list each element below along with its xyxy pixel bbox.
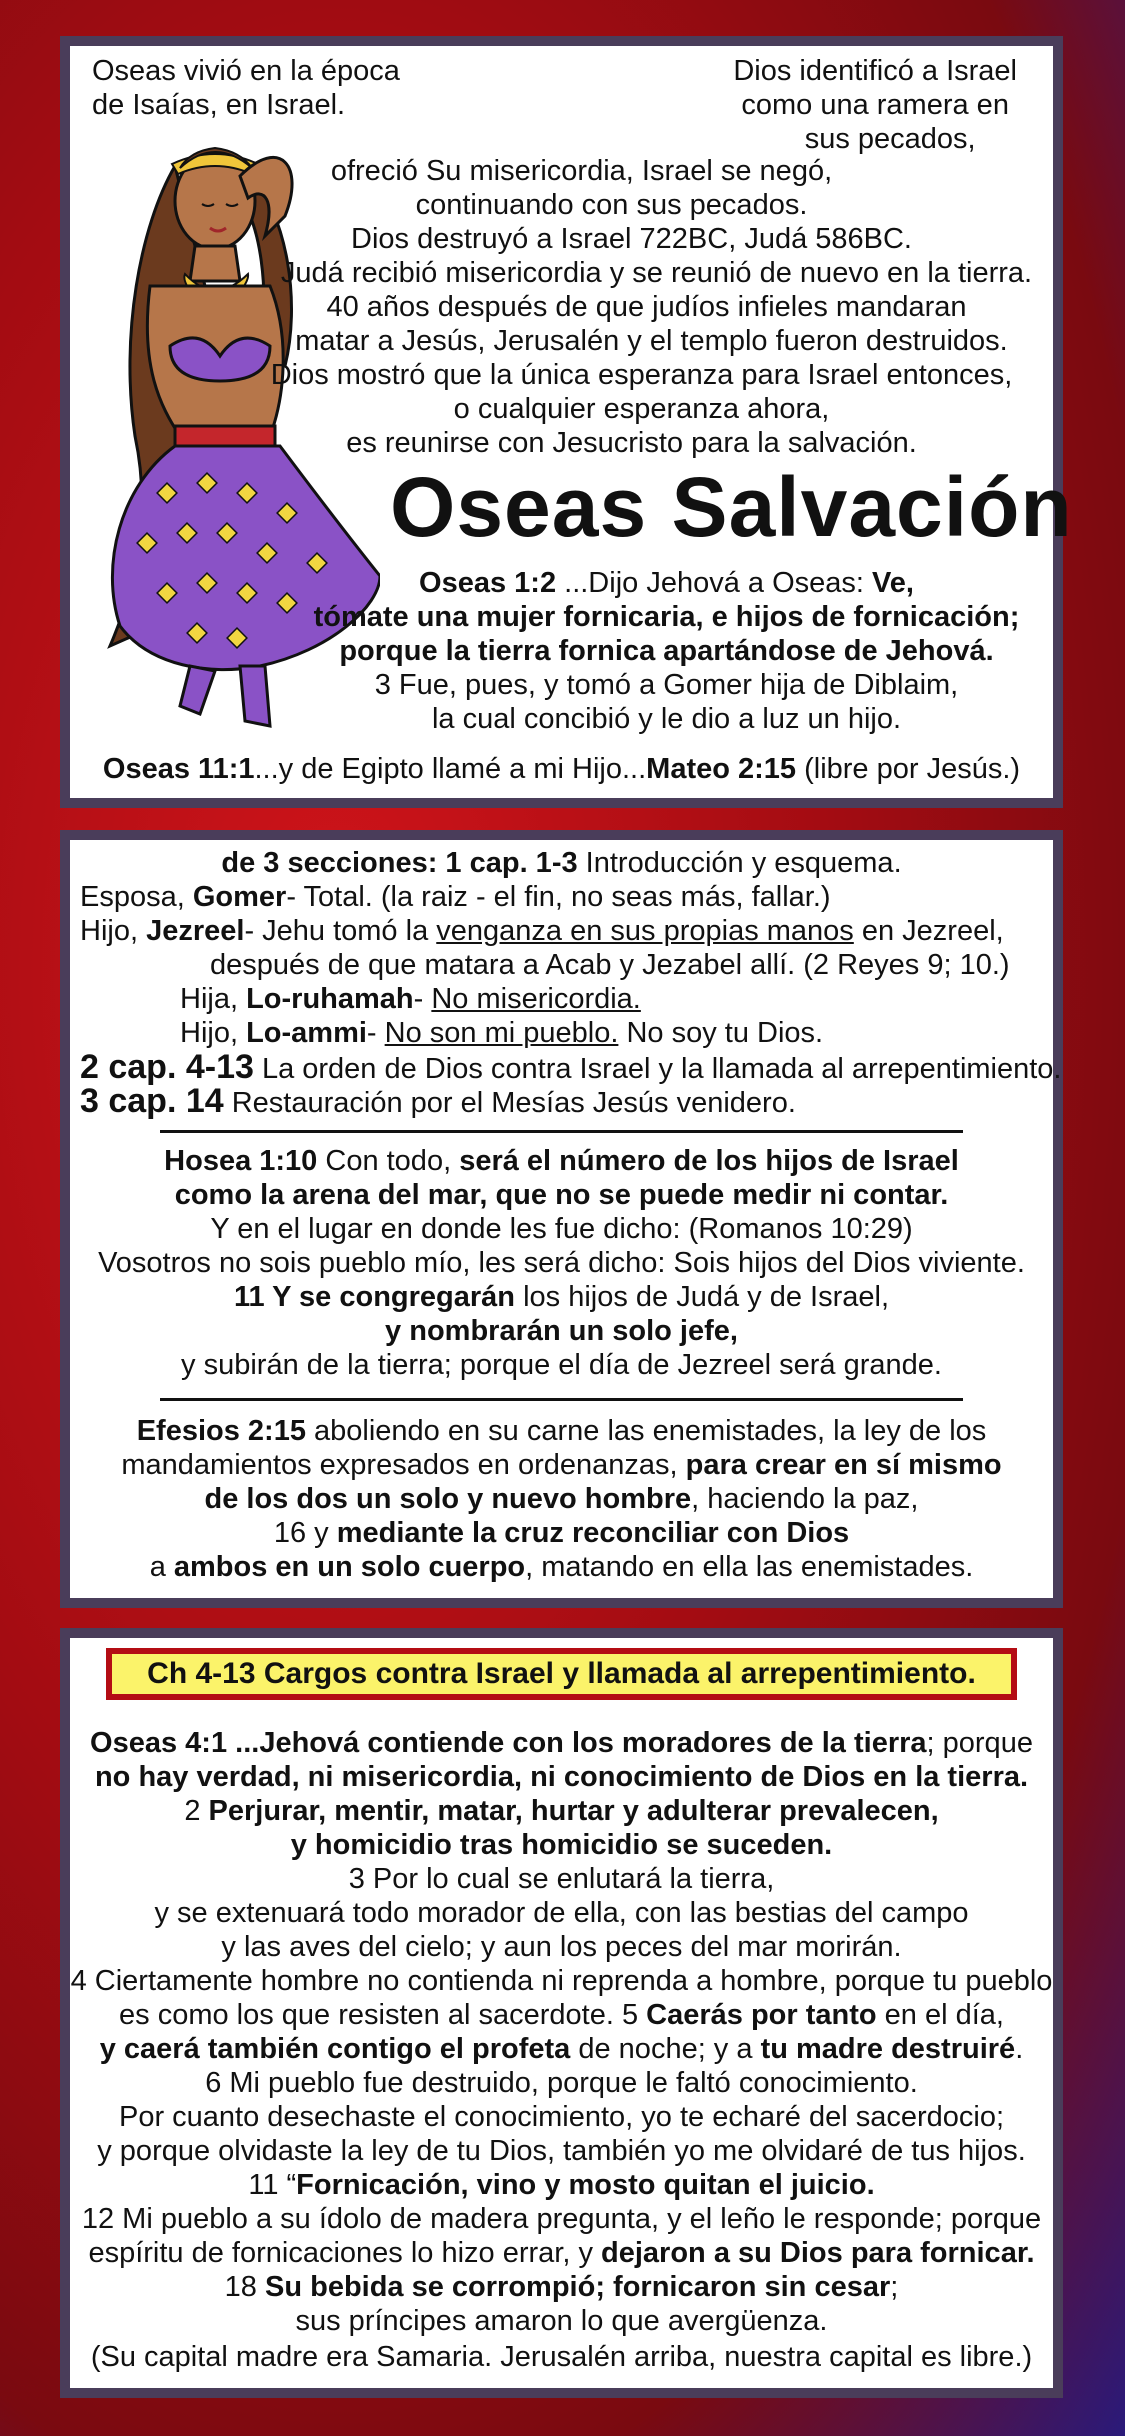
capital-note: (Su capital madre era Samaria. Jerusalén arriba, nuestra capital es libre.)	[90, 2341, 1033, 2373]
chapter-banner: Ch 4-13 Cargos contra Israel y llamada al arrepentimiento.	[106, 1648, 1017, 1700]
top-right-note: Dios identificó a Israel como una ramera en sus pecados,	[733, 55, 1017, 155]
sections-heading: de 3 secciones: 1 cap. 1-3 Introducción y esquema.	[221, 847, 902, 879]
oseas-11-1-footer: Oseas 11:1...y de Egipto llamé a mi Hijo...Mateo 2:15 (libre por Jesús.)	[102, 753, 1021, 785]
divider	[160, 1130, 963, 1133]
efesios-2-15-verse: Efesios 2:15 aboliendo en su carne las enemistades, la ley de los mandamientos expresados en ordenanzas, para crear en sí mismo de los dos un solo y nuevo hombre, haciendo la paz, 16 y mediante la cruz reconciliar con Dios a ambos en un solo cuerpo, matando en ella las enemistades.	[121, 1415, 1002, 1583]
oseas-4-verses: Oseas 4:1 ...Jehová contiende con los moradores de la tierra; porque no hay verdad, ni misericordia, ni conocimiento de Dios en la tierra. 2 Perjurar, mentir, matar, hurtar y adulterar prevalecen, y homicidio tras homicidio se suceden. 3 Por lo cual se enlutará la tierra, y se extenuará todo morador de ella, con las bestias del campo y las aves del cielo; y aun los peces del mar morirán. 4 Ciertamente hombre no contienda ni reprenda a hombre, porque tu pueblo es como los que resisten al sacerdote. 5 Caerás por tanto en el día, y caerá también contigo el profeta de noche; y a tu madre destruiré. 6 Mi pueblo fue destruido, porque le faltó conocimiento. Por cuanto desechaste el conocimiento, yo te echaré del sacerdocio; y porque olvidaste la ley de tu Dios, también yo me olvidaré de tus hijos. 11 “Fornicación, vino y mosto quitan el juicio. 12 Mi pueblo a su ídolo de madera pregunta, y el leño le responde; porque espíritu de fornicaciones lo hizo errar, y dejaron a su Dios para fornicar. 18 Su bebida se corrompió; fornicaron sin cesar; sus príncipes amaron lo que avergüenza.	[70, 1727, 1053, 2337]
intro-panel	[60, 36, 1073, 808]
outline-panel	[60, 830, 1063, 1608]
history-text: ofreció Su misericordia, Israel se negó, continuando con sus pecados. Dios destruyó a Israel 722BC, Judá 586BC. Judá recibió misericordia y se reunió de nuevo en la tierra. 40 años después de que judíos infieles mandaran matar a Jesús, Jerusalén y el templo fueron destruidos. Dios mostró que la única esperanza para Israel entonces, o cualquier esperanza ahora, es reunirse con Jesucristo para la salvación.	[270, 155, 1033, 459]
page-title: Oseas Salvación	[390, 460, 1073, 554]
hosea-1-10-verse: Hosea 1:10 Con todo, será el número de los hijos de Israel como la arena del mar, que no se puede medir ni contar. Y en el lugar en donde les fue dicho: (Romanos 10:29) Vosotros no sois pueblo mío, les será dicho: Sois hijos del Dios viviente. 11 Y se congregarán los hijos de Judá y de Israel, y nombrarán un solo jefe, y subirán de la tierra; porque el día de Jezreel será grande.	[98, 1145, 1025, 1381]
section-2-line: 2 cap. 4-13 La orden de Dios contra Israel y la llamada al arrepentimiento.	[80, 1048, 1062, 1086]
top-left-note: Oseas vivió en la época de Isaías, en Israel.	[92, 55, 400, 121]
charges-panel	[60, 1628, 1063, 2398]
oseas-1-2-verse: Oseas 1:2 ...Dijo Jehová a Oseas: Ve, tómate una mujer fornicaria, e hijos de fornicación; porque la tierra fornica apartándose de Jehová. 3 Fue, pues, y tomó a Gomer hija de Diblaim, la cual concibió y le dio a luz un hijo.	[313, 567, 1020, 735]
wife-line: Esposa, Gomer- Total. (la raiz - el fin, no seas más, fallar.)	[80, 881, 831, 913]
son-jezreel-detail: después de que matara a Acab y Jezabel allí. (2 Reyes 9; 10.)	[210, 949, 1010, 981]
divider	[160, 1398, 963, 1401]
section-3-line: 3 cap. 14 Restauración por el Mesías Jesús venidero.	[80, 1082, 796, 1120]
son-loammi-line: Hijo, Lo-ammi- No son mi pueblo. No soy tu Dios.	[180, 1017, 824, 1049]
daughter-line: Hija, Lo-ruhamah- No misericordia.	[180, 983, 641, 1015]
son-jezreel-line: Hijo, Jezreel- Jehu tomó la venganza en sus propias manos en Jezreel,	[80, 915, 1004, 947]
